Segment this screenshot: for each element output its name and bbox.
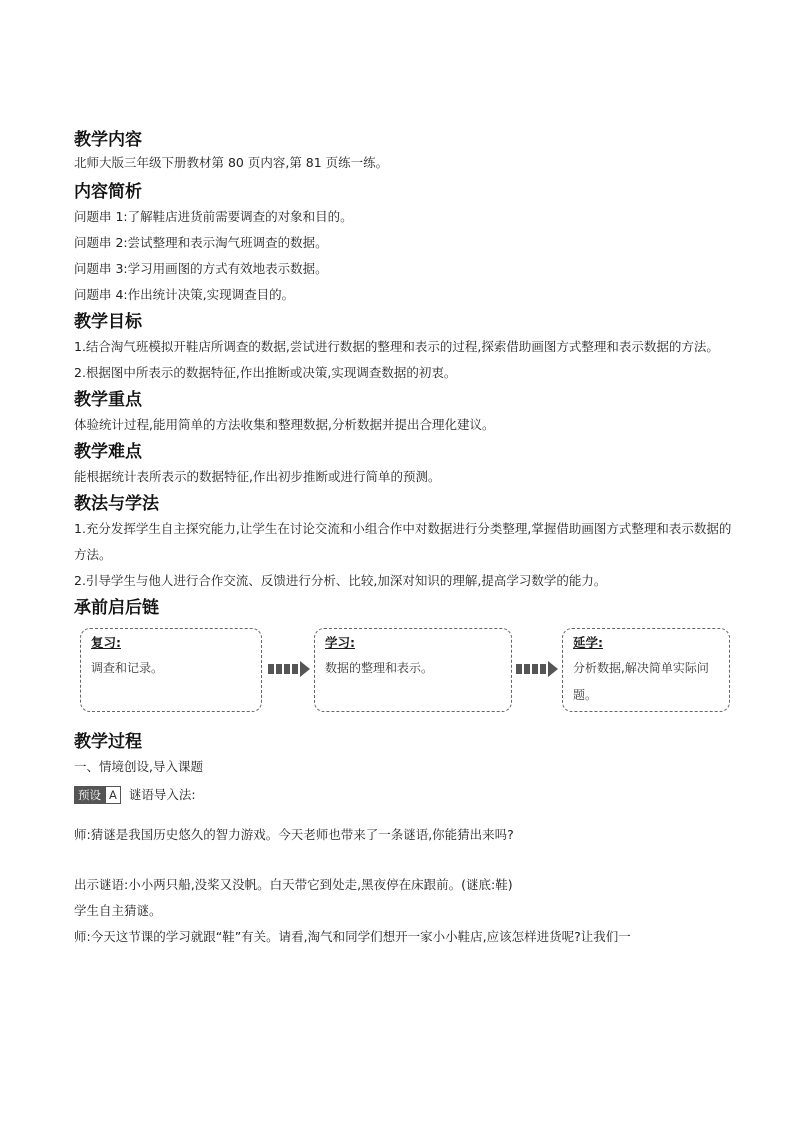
box-body: 分析数据,解决简单实际问题。 — [573, 661, 709, 702]
section-methods — [74, 492, 734, 594]
paragraph: 师:今天这节课的学习就跟“鞋”有关。请看,淘气和同学们想开一家小小鞋店,应该怎样进货呢?让我们一 — [74, 929, 631, 944]
list-item: 问题串 3:学习用画图的方式有效地表示数据。 — [74, 261, 328, 276]
section-difficulty — [74, 440, 734, 490]
paragraph: 师:猜谜是我国历史悠久的智力游戏。今天老师也带来了一条谜语,你能猜出来吗? — [74, 827, 514, 842]
preset-line — [74, 782, 734, 808]
box-title: 学习: — [325, 635, 355, 650]
extend-box — [562, 628, 730, 712]
arrow-icon — [516, 661, 560, 677]
section-heading: 教法与学法 — [74, 494, 159, 514]
list-item: 2.根据图中所表示的数据特征,作出推断或决策,实现调查数据的初衷。 — [74, 365, 457, 380]
section-analysis — [74, 180, 734, 308]
section-heading: 教学内容 — [74, 130, 142, 150]
section-heading: 教学难点 — [74, 442, 142, 462]
box-title: 复习: — [91, 635, 121, 650]
section-heading: 教学目标 — [74, 312, 142, 332]
section-heading: 教学过程 — [74, 732, 142, 752]
list-item: 问题串 4:作出统计决策,实现调查目的。 — [74, 287, 295, 302]
method-label: 谜语导入法: — [128, 787, 196, 802]
paragraph: 能根据统计表所表示的数据特征,作出初步推断或进行简单的预测。 — [74, 469, 441, 484]
paragraph: 学生自主猜谜。 — [74, 903, 162, 918]
box-title: 延学: — [573, 635, 603, 650]
paragraph: 北师大版三年级下册教材第 80 页内容,第 81 页练一练。 — [74, 155, 389, 170]
section-process — [74, 730, 734, 950]
list-item: 问题串 2:尝试整理和表示淘气班调查的数据。 — [74, 235, 328, 250]
section-chain — [74, 596, 734, 718]
section-heading: 教学重点 — [74, 390, 142, 410]
list-item: 2.引导学生与他人进行合作交流、反馈进行分析、比较,加深对知识的理解,提高学习数学的能力。 — [74, 573, 607, 588]
box-body: 调查和记录。 — [91, 661, 164, 675]
section-key — [74, 388, 734, 438]
preset-letter: A — [105, 786, 121, 804]
paragraph: 体验统计过程,能用简单的方法收集和整理数据,分析数据并提出合理化建议。 — [74, 417, 495, 432]
list-item: 1.充分发挥学生自主探究能力,让学生在讨论交流和小组合作中对数据进行分类整理,掌握借助画图方式整理和表示数据的方法。 — [74, 521, 732, 562]
learn-box — [314, 628, 512, 712]
section-heading: 内容简析 — [74, 182, 142, 202]
paragraph: 出示谜语:小小两只船,没桨又没帆。白天带它到处走,黑夜停在床跟前。(谜底:鞋) — [74, 877, 513, 892]
list-item: 问题串 1:了解鞋店进货前需要调查的对象和目的。 — [74, 209, 353, 224]
preset-tag: 预设 — [74, 786, 105, 804]
section-goals — [74, 310, 734, 386]
section-content — [74, 128, 734, 174]
box-body: 数据的整理和表示。 — [325, 661, 434, 675]
arrow-icon — [268, 661, 312, 677]
list-item: 1.结合淘气班模拟开鞋店所调查的数据,尝试进行数据的整理和表示的过程,探索借助画图方式整理和表示数据的方法。 — [74, 339, 719, 354]
review-box — [80, 628, 262, 712]
document-page — [74, 128, 734, 952]
learning-chain-diagram — [78, 628, 734, 718]
section-heading: 承前启后链 — [74, 598, 159, 618]
subheading: 一、情境创设,导入课题 — [74, 759, 203, 774]
